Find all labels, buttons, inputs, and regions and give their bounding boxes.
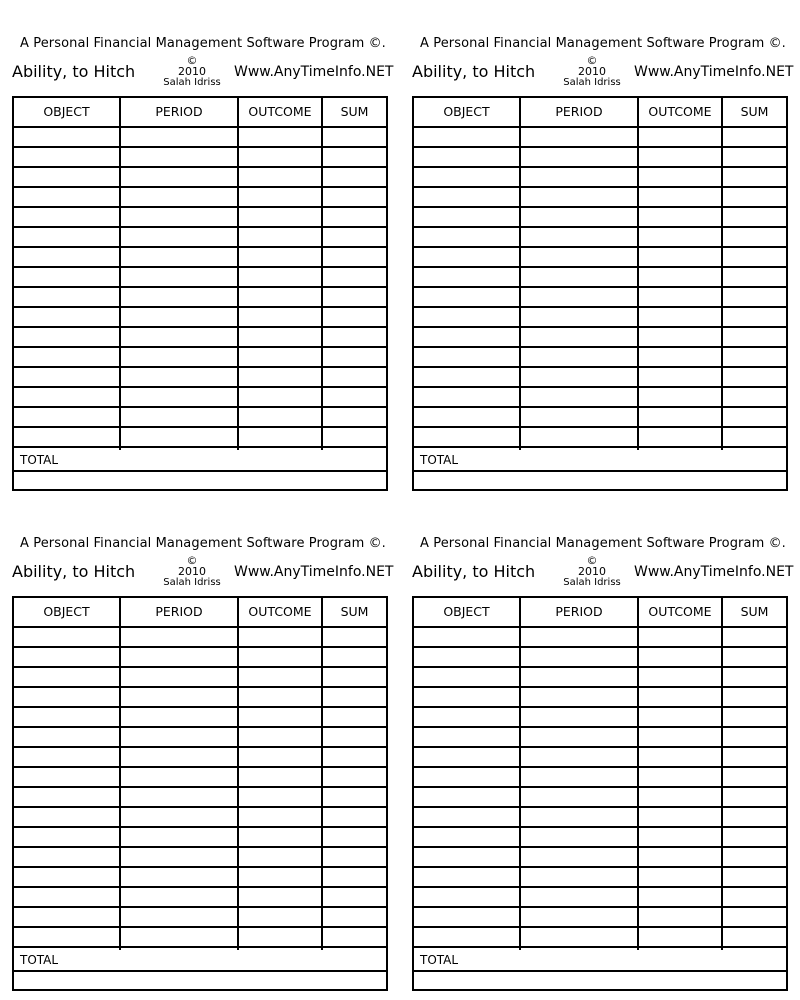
- row-divider: [14, 246, 386, 248]
- row-divider: [414, 406, 786, 408]
- row-divider: [414, 386, 786, 388]
- tagline: A Personal Financial Management Software Program ©.: [420, 536, 786, 551]
- row-divider: [14, 926, 386, 928]
- row-divider: [414, 766, 786, 768]
- row-divider: [414, 666, 786, 668]
- row-divider: [414, 906, 786, 908]
- author-name: Salah Idriss: [563, 77, 621, 88]
- ledger-card-top-left: [12, 0, 394, 470]
- column-divider: [237, 598, 239, 950]
- table-header: [14, 598, 386, 628]
- column-header-period: PERIOD: [155, 604, 203, 619]
- website-link[interactable]: Www.AnyTimeInfo.NET: [634, 564, 794, 580]
- column-header-sum: SUM: [340, 104, 369, 119]
- copyright-year: 2010: [578, 65, 606, 78]
- brand-title: Ability, to Hitch: [12, 562, 136, 581]
- copyright-block: [152, 55, 232, 88]
- row-divider: [14, 970, 386, 972]
- column-header-outcome: OUTCOME: [248, 604, 312, 619]
- table-header: [14, 98, 386, 128]
- row-divider: [414, 186, 786, 188]
- ledger-table: [12, 96, 388, 491]
- row-divider: [14, 846, 386, 848]
- column-header-sum: SUM: [340, 604, 369, 619]
- row-divider: [14, 146, 386, 148]
- copyright-block: [152, 555, 232, 588]
- row-divider: [14, 186, 386, 188]
- row-divider: [414, 286, 786, 288]
- column-divider: [721, 98, 723, 450]
- row-divider: [414, 866, 786, 868]
- row-divider: [14, 286, 386, 288]
- row-divider: [14, 806, 386, 808]
- row-divider: [414, 166, 786, 168]
- row-divider: [14, 766, 386, 768]
- row-divider: [14, 946, 386, 948]
- row-divider: [414, 706, 786, 708]
- column-divider: [721, 598, 723, 950]
- copyright-symbol: ©: [186, 554, 198, 567]
- ledger-table: [12, 596, 388, 991]
- row-divider: [414, 970, 786, 972]
- column-header-object: OBJECT: [43, 604, 90, 619]
- column-header-outcome: OUTCOME: [648, 104, 712, 119]
- table-header: [414, 598, 786, 628]
- row-divider: [414, 846, 786, 848]
- copyright-block: [552, 555, 632, 588]
- row-divider: [414, 470, 786, 472]
- row-divider: [414, 326, 786, 328]
- column-divider: [321, 598, 323, 950]
- row-divider: [414, 146, 786, 148]
- row-divider: [14, 726, 386, 728]
- row-divider: [14, 366, 386, 368]
- row-divider: [414, 446, 786, 448]
- column-header-object: OBJECT: [43, 104, 90, 119]
- row-divider: [14, 826, 386, 828]
- column-divider: [637, 598, 639, 950]
- row-divider: [14, 686, 386, 688]
- row-divider: [414, 306, 786, 308]
- table-header: [414, 98, 786, 128]
- website-link[interactable]: Www.AnyTimeInfo.NET: [234, 564, 394, 580]
- copyright-year: 2010: [178, 65, 206, 78]
- row-divider: [414, 426, 786, 428]
- row-divider: [414, 746, 786, 748]
- row-divider: [14, 666, 386, 668]
- brand-title: Ability, to Hitch: [412, 62, 536, 81]
- column-header-sum: SUM: [740, 104, 769, 119]
- ledger-table: [412, 596, 788, 991]
- row-divider: [14, 386, 386, 388]
- total-label: TOTAL: [420, 453, 459, 467]
- row-divider: [14, 446, 386, 448]
- website-link[interactable]: Www.AnyTimeInfo.NET: [234, 64, 394, 80]
- copyright-symbol: ©: [586, 554, 598, 567]
- row-divider: [414, 246, 786, 248]
- copyright-year: 2010: [578, 565, 606, 578]
- row-divider: [14, 166, 386, 168]
- column-divider: [321, 98, 323, 450]
- row-divider: [414, 946, 786, 948]
- ledger-table: [412, 96, 788, 491]
- copyright-symbol: ©: [186, 54, 198, 67]
- author-name: Salah Idriss: [563, 577, 621, 588]
- total-label: TOTAL: [20, 953, 59, 967]
- column-divider: [519, 598, 521, 950]
- copyright-year: 2010: [178, 565, 206, 578]
- row-divider: [14, 226, 386, 228]
- brand-title: Ability, to Hitch: [12, 62, 136, 81]
- column-header-sum: SUM: [740, 604, 769, 619]
- row-divider: [14, 426, 386, 428]
- column-header-outcome: OUTCOME: [248, 104, 312, 119]
- column-header-period: PERIOD: [555, 104, 603, 119]
- row-divider: [14, 326, 386, 328]
- column-header-outcome: OUTCOME: [648, 604, 712, 619]
- row-divider: [414, 926, 786, 928]
- tagline: A Personal Financial Management Software Program ©.: [20, 536, 386, 551]
- row-divider: [14, 646, 386, 648]
- brand-title: Ability, to Hitch: [412, 562, 536, 581]
- website-link[interactable]: Www.AnyTimeInfo.NET: [634, 64, 794, 80]
- row-divider: [414, 686, 786, 688]
- row-divider: [14, 866, 386, 868]
- row-divider: [414, 646, 786, 648]
- row-divider: [14, 346, 386, 348]
- author-name: Salah Idriss: [163, 577, 221, 588]
- author-name: Salah Idriss: [163, 77, 221, 88]
- row-divider: [414, 346, 786, 348]
- row-divider: [414, 786, 786, 788]
- row-divider: [414, 826, 786, 828]
- column-divider: [519, 98, 521, 450]
- row-divider: [14, 706, 386, 708]
- row-divider: [14, 470, 386, 472]
- row-divider: [14, 206, 386, 208]
- column-divider: [637, 98, 639, 450]
- row-divider: [414, 226, 786, 228]
- column-header-period: PERIOD: [555, 604, 603, 619]
- ledger-card-top-right: [412, 0, 794, 470]
- row-divider: [414, 726, 786, 728]
- row-divider: [14, 306, 386, 308]
- ledger-card-bottom-left: [12, 500, 394, 970]
- row-divider: [414, 206, 786, 208]
- column-header-period: PERIOD: [155, 104, 203, 119]
- total-label: TOTAL: [20, 453, 59, 467]
- row-divider: [14, 406, 386, 408]
- row-divider: [14, 906, 386, 908]
- copyright-symbol: ©: [586, 54, 598, 67]
- row-divider: [14, 786, 386, 788]
- row-divider: [14, 266, 386, 268]
- column-divider: [237, 98, 239, 450]
- row-divider: [414, 886, 786, 888]
- total-label: TOTAL: [420, 953, 459, 967]
- column-divider: [119, 598, 121, 950]
- row-divider: [414, 806, 786, 808]
- copyright-block: [552, 55, 632, 88]
- ledger-card-bottom-right: [412, 500, 794, 970]
- row-divider: [14, 886, 386, 888]
- row-divider: [14, 746, 386, 748]
- column-header-object: OBJECT: [443, 604, 490, 619]
- column-divider: [119, 98, 121, 450]
- tagline: A Personal Financial Management Software Program ©.: [20, 36, 386, 51]
- row-divider: [414, 266, 786, 268]
- tagline: A Personal Financial Management Software Program ©.: [420, 36, 786, 51]
- row-divider: [414, 366, 786, 368]
- column-header-object: OBJECT: [443, 104, 490, 119]
